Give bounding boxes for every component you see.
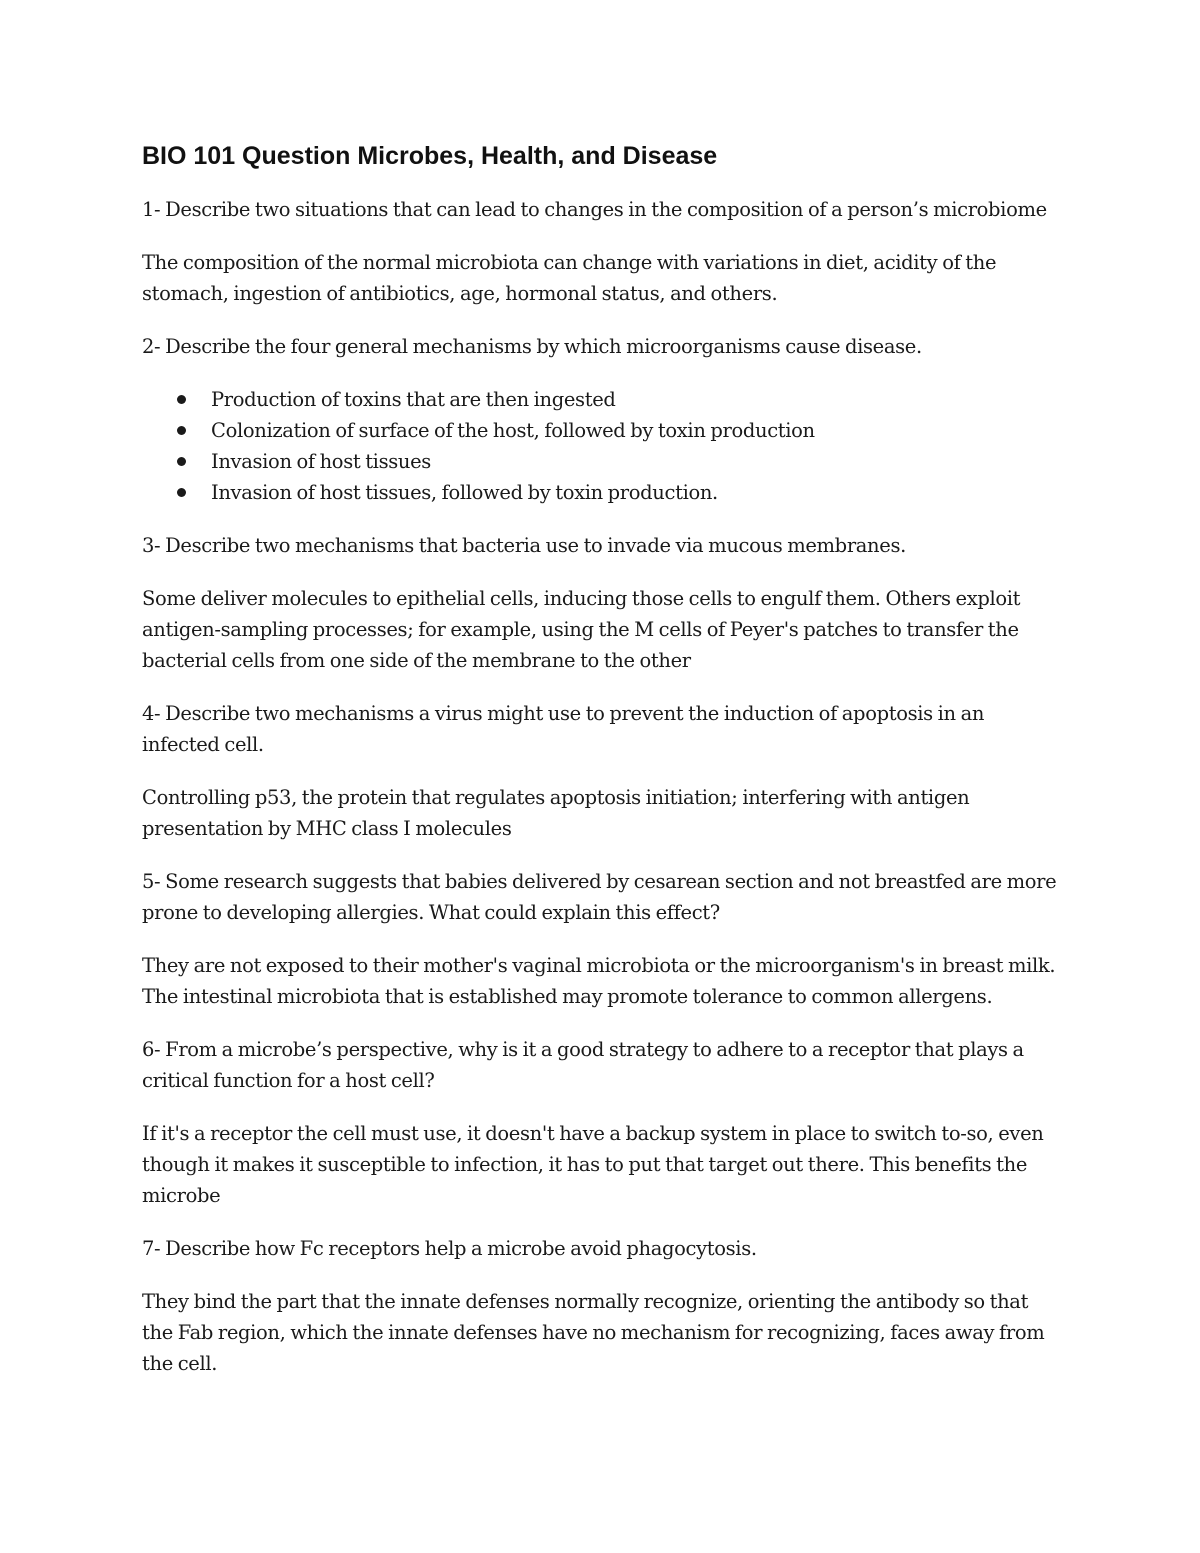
list-item [177,446,1062,477]
list-item [177,384,1062,415]
list-item-text: Colonization of surface of the host, followed by toxin production [211,419,815,442]
question-7: 7- Describe how Fc receptors help a microbe avoid phagocytosis. [142,1237,757,1260]
list-item-text: Invasion of host tissues, followed by toxin production. [211,481,718,504]
bullet-icon [177,488,186,497]
question-6: 6- From a microbe’s perspective, why is it a good strategy to adhere to a receptor that plays a critical function for a host cell? [142,1038,1024,1092]
question-3: 3- Describe two mechanisms that bacteria use to invade via mucous membranes. [142,534,906,557]
list-item [177,477,1062,508]
answer-3: Some deliver molecules to epithelial cells, inducing those cells to engulf them. Others exploit antigen-sampling processes; for example, using the M cells of Peyer's patches to transfer the bacterial cells from one side of the membrane to the other [142,587,1021,672]
document-title: BIO 101 Question Microbes, Health, and Disease [142,142,718,170]
document-page [142,138,1062,1401]
answer-5: They are not exposed to their mother's vaginal microbiota or the microorganism's in breast milk. The intestinal microbiota that is established may promote tolerance to common allergens. [142,954,1056,1008]
answer-4: Controlling p53, the protein that regulates apoptosis initiation; interfering with antigen presentation by MHC class I molecules [142,786,970,840]
list-item-text: Invasion of host tissues [211,450,431,473]
answer-6: If it's a receptor the cell must use, it doesn't have a backup system in place to switch to-so, even though it makes it susceptible to infection, it has to put that target out there. This benefits the microbe [142,1122,1044,1207]
list-item-text: Production of toxins that are then ingested [211,388,616,411]
question-2: 2- Describe the four general mechanisms by which microorganisms cause disease. [142,335,922,358]
bullet-icon [177,395,186,404]
answer-1: The composition of the normal microbiota can change with variations in diet, acidity of the stomach, ingestion of antibiotics, age, hormonal status, and others. [142,251,997,305]
mechanism-list [142,384,1062,508]
bullet-icon [177,426,186,435]
question-5: 5- Some research suggests that babies delivered by cesarean section and not breastfed are more prone to developing allergies. What could explain this effect? [142,870,1057,924]
bullet-icon [177,457,186,466]
question-1: 1- Describe two situations that can lead to changes in the composition of a person’s microbiome [142,198,1047,221]
answer-7: They bind the part that the innate defenses normally recognize, orienting the antibody so that the Fab region, which the innate defenses have no mechanism for recognizing, faces away from the cell. [142,1290,1045,1375]
question-4: 4- Describe two mechanisms a virus might use to prevent the induction of apoptosis in an infected cell. [142,702,985,756]
list-item [177,415,1062,446]
